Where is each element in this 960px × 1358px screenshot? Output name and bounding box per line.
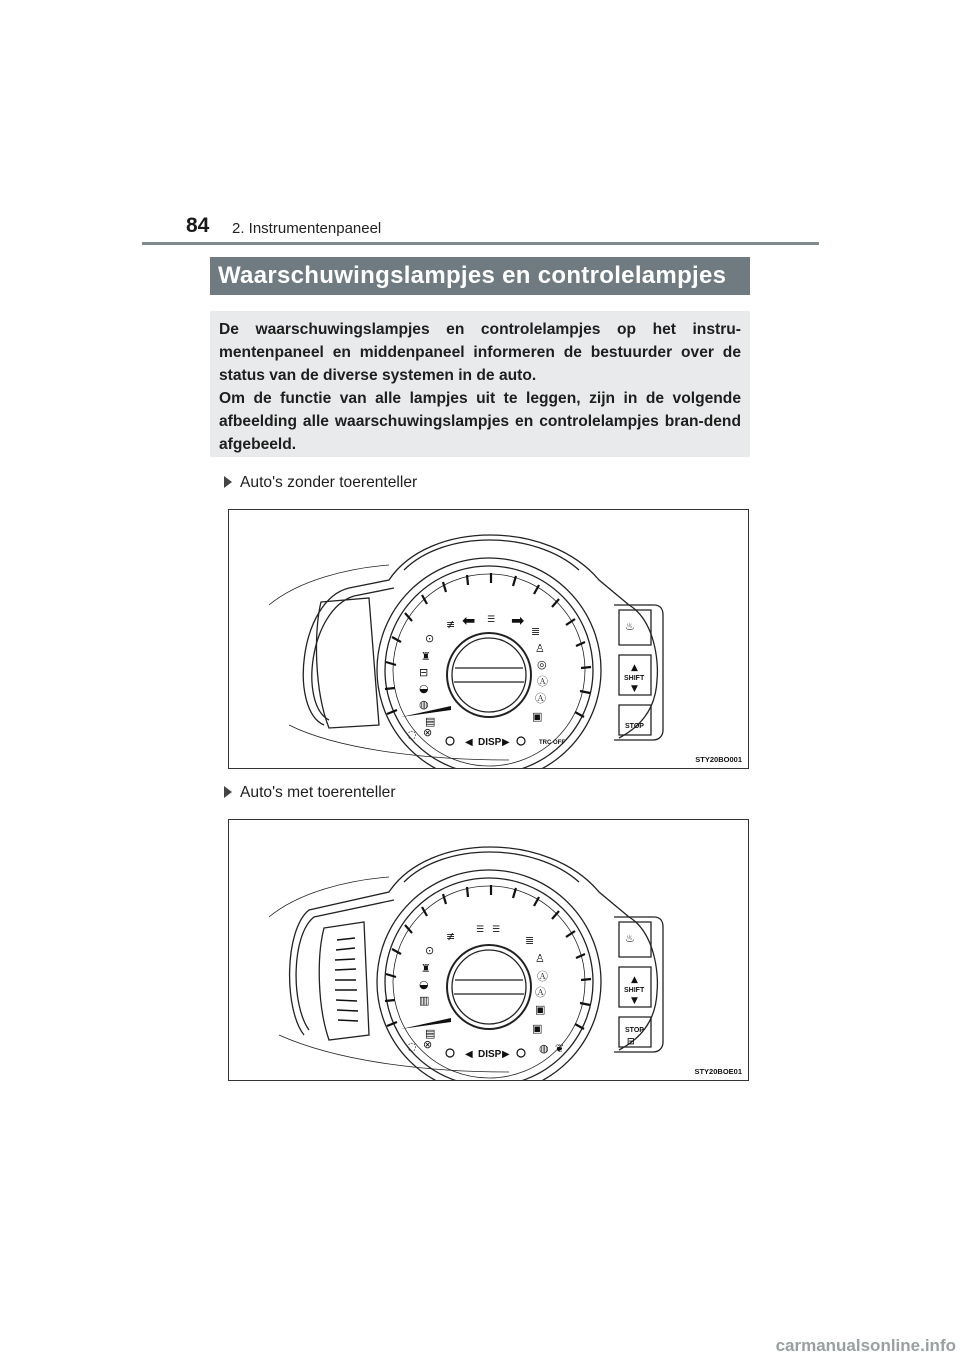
brake-warning-icon: ⊗ <box>423 726 433 739</box>
turn-right-icon: ➡ <box>511 611 525 630</box>
fuel-icon: ▤ <box>425 715 436 728</box>
airbag-icon: ♜ <box>421 650 431 663</box>
key-icon: ⊙ <box>425 944 435 957</box>
cluster-illustration-1 <box>229 510 748 768</box>
intro-paragraph-1: De waarschuwingslampjes en controlelampjes op het instru-mentenpaneel en middenpaneel informeren de bestuurder over de status van de diverse systemen in de auto. <box>219 321 741 384</box>
trc-off-label: TRC OFF <box>539 740 565 746</box>
battery-icon: ⊟ <box>419 666 429 679</box>
figure-2-caption-text: Auto's met toerenteller <box>240 784 396 801</box>
bullet-arrow-icon <box>224 786 232 798</box>
intro-paragraph-2: Om de functie van alle lampjes uit te leggen, zijn in de volgende afbeelding alle waarschuwingslampjes en controlelampjes bran-dend afgebeeld. <box>219 390 741 453</box>
rear-fog-icon: ≣ <box>525 934 535 947</box>
shift-up-icon: ▲ <box>631 663 638 673</box>
stop-label: STOP <box>625 723 644 730</box>
engine-icon: ◒ <box>419 978 429 991</box>
figure-2-caption <box>224 784 396 802</box>
figure-1 <box>228 509 749 769</box>
intro-box <box>210 311 750 457</box>
rear-fog-icon: ≣ <box>531 625 541 638</box>
oil-icon: ♨ <box>625 620 635 633</box>
disp-right-arrow-icon: ▶ <box>502 1049 510 1060</box>
indicator-icons <box>407 611 548 741</box>
disp-right-dot-icon <box>517 1049 525 1057</box>
watermark: carmanualsonline.info <box>775 1336 956 1355</box>
right-pod <box>614 605 663 740</box>
tachometer-segments <box>335 938 358 1021</box>
fuel-icon: ▤ <box>425 1027 436 1040</box>
bullet-arrow-icon <box>224 476 232 488</box>
header-rule <box>142 242 819 245</box>
disp-left-dot-icon <box>446 1049 454 1057</box>
tpms-icon: ◍ <box>539 1042 549 1055</box>
disp-label: DISP <box>478 737 502 748</box>
airbag-icon: ♜ <box>421 962 431 975</box>
aoff-icon: Ⓐ <box>535 692 546 705</box>
slip-off-icon: ▣ <box>535 1003 546 1016</box>
shift-down-icon: ▼ <box>631 996 638 1006</box>
slip-icon: ▣ <box>532 1022 543 1035</box>
headlight-high-icon: ☰ <box>476 925 485 935</box>
shift-up-icon: ▲ <box>631 975 638 985</box>
slip-icon: ▣ <box>532 710 543 723</box>
eco-icon: ❦ <box>555 1042 565 1055</box>
turn-left-icon: ⬅ <box>462 611 476 630</box>
stop-label: STOP <box>625 1027 644 1034</box>
key-icon: ⊙ <box>425 632 435 645</box>
disp-left-dot-icon <box>446 737 454 745</box>
disp-right-dot-icon <box>517 737 525 745</box>
cluster-illustration-2 <box>229 820 748 1080</box>
chapter-title: 2. Instrumentenpaneel <box>232 220 382 237</box>
shift-label: SHIFT <box>624 987 645 994</box>
oil-icon: ♨ <box>625 932 635 945</box>
aoff-icon: Ⓐ <box>535 986 546 999</box>
abs-icon: ◌ <box>407 728 417 741</box>
disp-left-arrow-icon: ◀ <box>465 737 473 748</box>
auto-a-icon: Ⓐ <box>537 970 548 983</box>
disp-right-arrow-icon: ▶ <box>502 737 510 748</box>
auto-a-icon: Ⓐ <box>537 675 548 688</box>
left-wing <box>316 598 379 728</box>
trc-icon: ▥ <box>419 994 430 1007</box>
section-title: Waarschuwingslampjes en controlelampjes <box>210 257 750 295</box>
disp-left-arrow-icon: ◀ <box>465 1049 473 1060</box>
figure-1-code: STY20BO001 <box>695 755 742 764</box>
figure-2 <box>228 819 749 1081</box>
figure-2-code: STY20BOE01 <box>694 1067 742 1076</box>
shift-label: SHIFT <box>624 675 645 682</box>
shift-down-icon: ▼ <box>631 684 638 694</box>
housing-outline <box>303 535 657 738</box>
figure-1-caption-text: Auto's zonder toerenteller <box>240 474 418 491</box>
tpms-icon: ◍ <box>419 698 429 711</box>
headlight-icon: ☰ <box>492 925 501 935</box>
seatbelt-icon: ♙ <box>535 952 545 965</box>
engine-icon: ◒ <box>419 682 429 695</box>
battery-icon: ⊟ <box>627 1037 635 1047</box>
seatbelt-icon: ♙ <box>535 642 545 655</box>
abs-icon: ◌ <box>407 1040 417 1053</box>
brake-icon: ◎ <box>537 658 547 671</box>
page-number: 84 <box>186 214 210 237</box>
headlight-icon: ☰ <box>487 615 496 625</box>
fog-light-icon: ≢ <box>446 618 456 631</box>
fog-light-icon: ≢ <box>446 930 456 943</box>
brake-warning-icon: ⊗ <box>423 1038 433 1051</box>
figure-1-caption <box>224 474 417 492</box>
disp-label: DISP <box>478 1049 502 1060</box>
